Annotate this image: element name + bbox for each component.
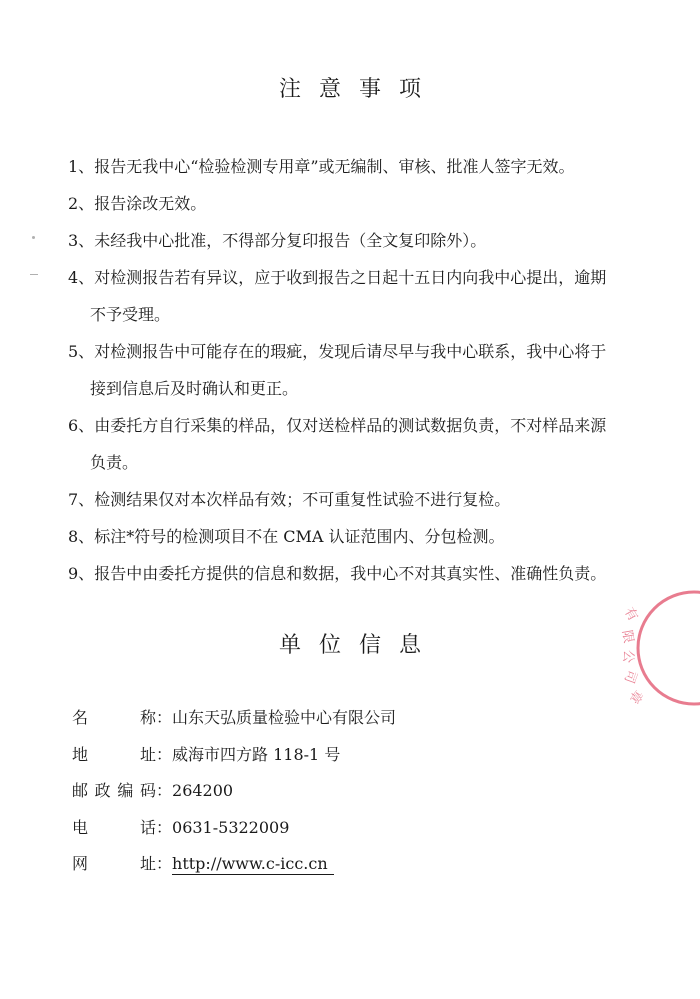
scan-speck (30, 274, 38, 275)
note-number: 1、 (68, 157, 95, 176)
postcode-value: 264200 (172, 781, 234, 800)
note-item-5 (68, 333, 640, 407)
note-text: 报告涂改无效。 (94, 194, 207, 213)
note-number: 8、 (68, 527, 95, 546)
note-continuation: 接到信息后及时确认和更正。 (90, 379, 299, 398)
note-number: 5、 (68, 342, 95, 361)
note-item-8 (68, 518, 640, 555)
note-item-9 (68, 555, 640, 592)
colon: ： (156, 817, 173, 837)
info-row-website (72, 846, 396, 883)
website-label: 网址 (72, 854, 156, 873)
note-item-6 (68, 407, 640, 481)
info-row-phone (72, 810, 396, 847)
note-number: 4、 (68, 268, 95, 287)
seal-char: 章 (625, 686, 646, 706)
note-number: 2、 (68, 194, 95, 213)
seal-char: 有 (620, 605, 641, 624)
seal-char: 公 (619, 649, 636, 664)
note-text: 对检测报告中可能存在的瑕疵，发现后请尽早与我中心联系，我中心将于 (94, 342, 607, 361)
note-item-1 (68, 148, 640, 185)
note-text: 报告中由委托方提供的信息和数据，我中心不对其真实性、准确性负责。 (94, 564, 607, 583)
phone-value: 0631-5322009 (172, 817, 290, 837)
notes-list (68, 148, 640, 592)
note-text: 由委托方自行采集的样品，仅对送检样品的测试数据负责，不对样品来源 (94, 416, 607, 435)
note-item-3 (68, 222, 640, 259)
phone-label: 电话 (72, 817, 156, 837)
unit-info-title: 单位信息 (278, 633, 439, 658)
note-number: 6、 (68, 416, 95, 435)
note-number: 9、 (68, 564, 95, 583)
colon: ： (156, 854, 173, 873)
scan-speck (32, 236, 35, 239)
seal-char: 限 (618, 628, 636, 645)
note-item-2 (68, 185, 640, 222)
info-row-name (72, 700, 396, 737)
note-continuation: 负责。 (90, 453, 139, 472)
note-text: 标注*符号的检测项目不在 CMA 认证范围内、分包检测。 (94, 527, 505, 546)
unit-info-list (72, 700, 396, 883)
colon: ： (156, 781, 173, 800)
address-value: 威海市四方路 118-1 号 (172, 744, 341, 764)
seal-char: 司 (620, 667, 640, 686)
note-continuation: 不予受理。 (90, 305, 171, 324)
note-item-4 (68, 259, 640, 333)
name-value: 山东天弘质量检验中心有限公司 (172, 708, 397, 727)
note-text: 报告无我中心“检验检测专用章”或无编制、审核、批准人签字无效。 (94, 157, 575, 176)
name-label: 名称 (72, 708, 156, 727)
note-number: 7、 (68, 490, 95, 509)
info-row-address (72, 737, 396, 774)
note-number: 3、 (68, 231, 95, 250)
address-label: 地址 (72, 744, 156, 764)
note-text: 未经我中心批准，不得部分复印报告（全文复印除外）。 (94, 231, 487, 250)
website-link[interactable]: http://www.c-icc.cn (172, 854, 334, 875)
notes-title: 注意事项 (278, 77, 439, 102)
note-item-7 (68, 481, 640, 518)
colon: ： (156, 744, 173, 764)
note-text: 对检测报告若有异议，应于收到报告之日起十五日内向我中心提出，逾期 (94, 268, 607, 287)
colon: ： (156, 708, 173, 727)
postcode-label: 邮政编码 (72, 781, 156, 800)
note-text: 检测结果仅对本次样品有效；不可重复性试验不进行复检。 (94, 490, 511, 509)
info-row-postcode (72, 773, 396, 810)
